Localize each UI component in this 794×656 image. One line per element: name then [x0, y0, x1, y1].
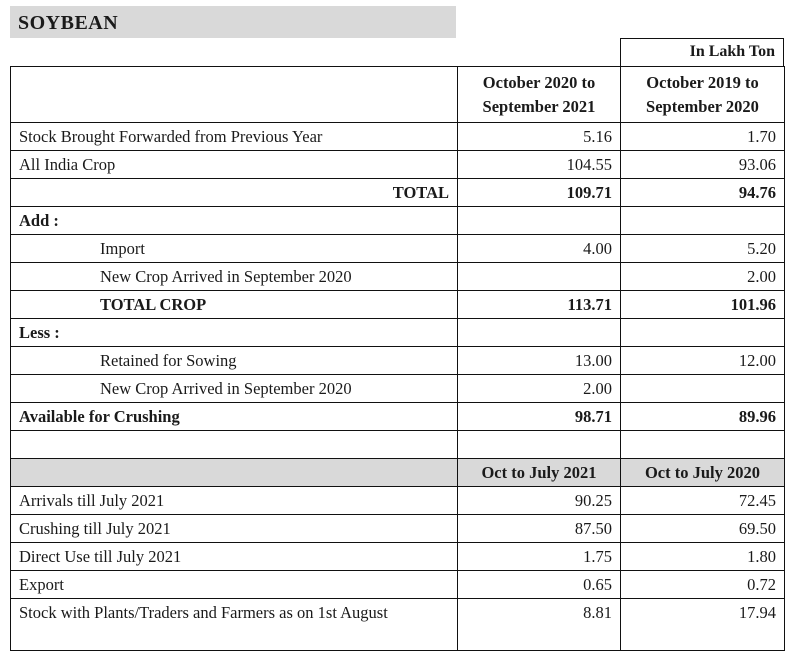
section2-header-2020: Oct to July 2020	[621, 459, 785, 487]
row-value-2021: 13.00	[458, 347, 621, 375]
table-row-add-heading	[11, 207, 785, 235]
unit-label: In Lakh Ton	[689, 43, 775, 60]
row-value-2021: 1.75	[458, 543, 621, 571]
row-value-2020: 0.72	[621, 571, 785, 599]
row-value-2021: 98.71	[458, 403, 621, 431]
row-value-2020: 5.20	[621, 235, 785, 263]
table-row-retained-sowing	[11, 347, 785, 375]
header-period-2021	[458, 67, 621, 123]
row-value-2021: 109.71	[458, 179, 621, 207]
row-value-2021: 0.65	[458, 571, 621, 599]
row-value-2020: 12.00	[621, 347, 785, 375]
table-row-total	[11, 179, 785, 207]
row-label: Stock with Plants/Traders and Farmers as on 1st August	[11, 599, 458, 651]
row-value-2021: 4.00	[458, 235, 621, 263]
table-row-crushing	[11, 515, 785, 543]
row-value-2020: 1.80	[621, 543, 785, 571]
table-row-new-crop-add	[11, 263, 785, 291]
row-value-2021: 113.71	[458, 291, 621, 319]
table-row-available-crushing	[11, 403, 785, 431]
row-label: Available for Crushing	[11, 403, 458, 431]
row-value-2021: 5.16	[458, 123, 621, 151]
header-period-2020	[621, 67, 785, 123]
row-value-2021: 2.00	[458, 375, 621, 403]
table-row-spacer	[11, 431, 785, 459]
row-label: TOTAL	[11, 179, 458, 207]
section2-header-2021: Oct to July 2021	[458, 459, 621, 487]
table-row-all-india-crop	[11, 151, 785, 179]
header-period-2020-line2: September 2020	[646, 96, 759, 116]
row-label: Crushing till July 2021	[11, 515, 458, 543]
section2-header-row	[11, 459, 785, 487]
row-value-2020: 17.94	[621, 599, 785, 651]
row-value-2021: 90.25	[458, 487, 621, 515]
header-period-2021-line2: September 2021	[482, 96, 596, 116]
table-row-stock-forward	[11, 123, 785, 151]
page-title: SOYBEAN	[18, 12, 119, 34]
row-label: Stock Brought Forwarded from Previous Year	[11, 123, 458, 151]
row-value-2021: 104.55	[458, 151, 621, 179]
unit-label-box	[620, 38, 784, 66]
row-label: TOTAL CROP	[11, 291, 458, 319]
spacer-cell	[621, 431, 785, 459]
row-value-2020: 2.00	[621, 263, 785, 291]
table-row-arrivals	[11, 487, 785, 515]
table-row-new-crop-less	[11, 375, 785, 403]
row-label: Less :	[11, 319, 458, 347]
row-label: Direct Use till July 2021	[11, 543, 458, 571]
row-label: New Crop Arrived in September 2020	[11, 263, 458, 291]
row-label: Add :	[11, 207, 458, 235]
table-header-row	[11, 67, 785, 123]
section2-header-blank	[11, 459, 458, 487]
soybean-balance-table	[10, 66, 785, 651]
row-value-2020: 69.50	[621, 515, 785, 543]
table-row-stock-plants	[11, 599, 785, 651]
table-row-import	[11, 235, 785, 263]
header-period-2020-line1: October 2019 to	[646, 72, 759, 92]
row-value-2020: 94.76	[621, 179, 785, 207]
table-row-export	[11, 571, 785, 599]
row-label: All India Crop	[11, 151, 458, 179]
row-value-2021: 87.50	[458, 515, 621, 543]
table-row-total-crop	[11, 291, 785, 319]
row-value-2020: 101.96	[621, 291, 785, 319]
row-value-2021	[458, 207, 621, 235]
row-value-2021: 8.81	[458, 599, 621, 651]
header-blank-cell	[11, 67, 458, 123]
row-value-2021	[458, 319, 621, 347]
spacer-cell	[458, 431, 621, 459]
row-value-2020	[621, 319, 785, 347]
header-period-2021-line1: October 2020 to	[482, 72, 596, 92]
table-row-direct-use	[11, 543, 785, 571]
spacer-cell	[11, 431, 458, 459]
row-label: Export	[11, 571, 458, 599]
row-label: Import	[11, 235, 458, 263]
row-value-2020: 89.96	[621, 403, 785, 431]
row-value-2020: 1.70	[621, 123, 785, 151]
row-value-2020: 72.45	[621, 487, 785, 515]
title-bar	[10, 6, 456, 38]
table-row-less-heading	[11, 319, 785, 347]
row-label: Arrivals till July 2021	[11, 487, 458, 515]
row-label: New Crop Arrived in September 2020	[11, 375, 458, 403]
row-value-2020	[621, 375, 785, 403]
row-label: Retained for Sowing	[11, 347, 458, 375]
row-value-2020: 93.06	[621, 151, 785, 179]
row-value-2021	[458, 263, 621, 291]
row-value-2020	[621, 207, 785, 235]
